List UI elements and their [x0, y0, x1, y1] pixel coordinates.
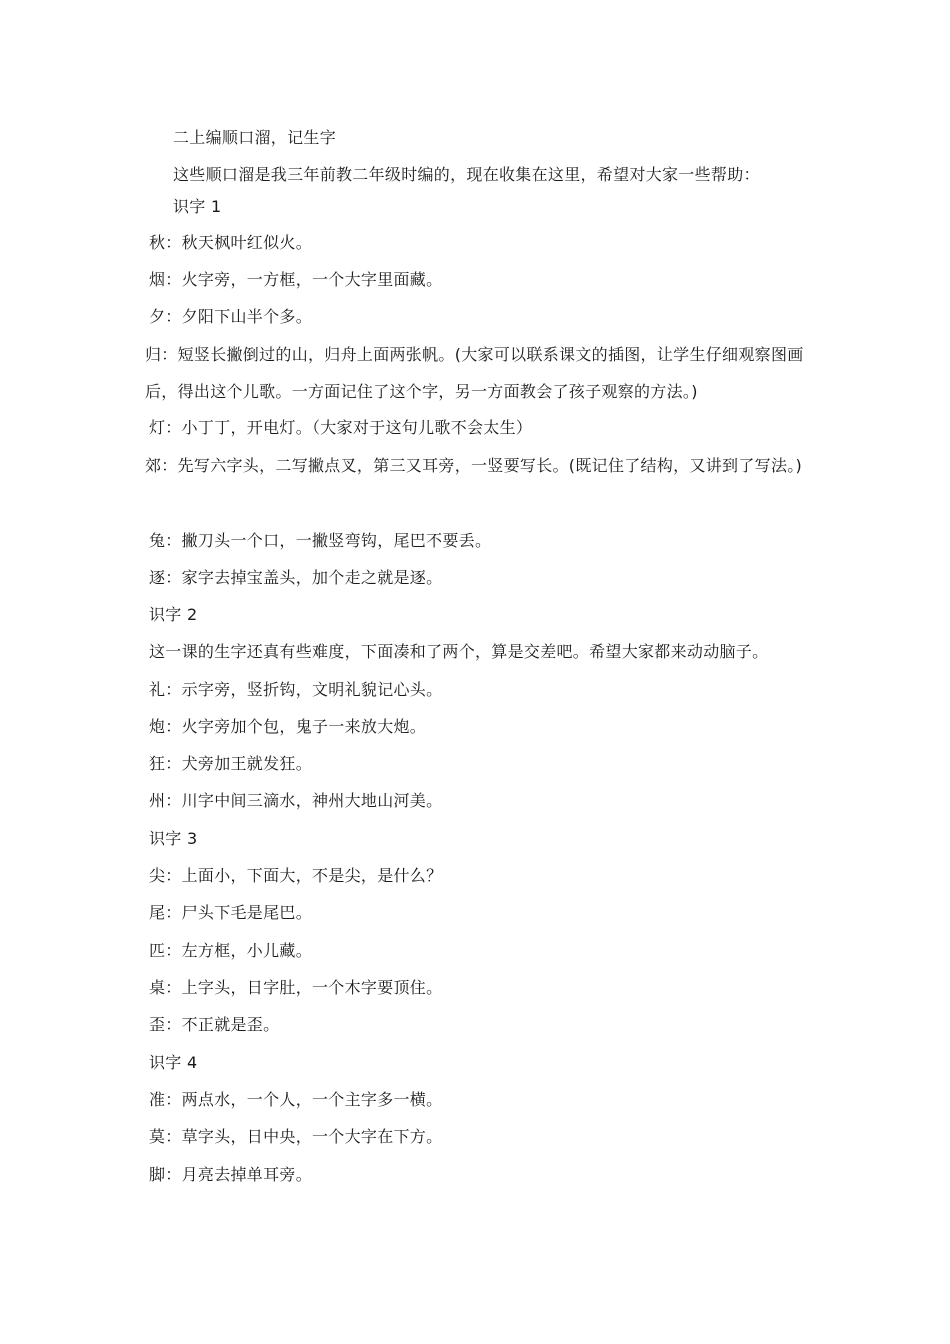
- section-heading-2: 识字 2: [149, 605, 198, 624]
- rhyme-line: 兔：撇刀头一个口，一撇竖弯钩，尾巴不要丢。: [149, 531, 492, 550]
- rhyme-line: 归：短竖长撇倒过的山，归舟上面两张帆。(大家可以联系课文的插图，让学生仔细观察图画后，得出这个儿歌。一方面记住了这个字，另一方面教会了孩子观察的方法。): [145, 345, 804, 401]
- section-heading-3: 识字 3: [149, 829, 198, 848]
- rhyme-line: 州：川字中间三滴水，神州大地山河美。: [149, 791, 443, 810]
- rhyme-line: 郊：先写六字头，二写撇点叉，第三又耳旁，一竖要写长。(既记住了结构，又讲到了写法。): [145, 456, 803, 475]
- rhyme-line: 夕：夕阳下山半个多。: [149, 307, 313, 326]
- section-heading-1: 识字 1: [173, 197, 222, 216]
- rhyme-line: 礼：示字旁，竖折钩，文明礼貌记心头。: [149, 680, 443, 699]
- rhyme-line: 脚：月亮去掉单耳旁。: [149, 1165, 313, 1184]
- rhyme-line: 炮：火字旁加个包，鬼子一来放大炮。: [149, 717, 427, 736]
- doc-title: 二上编顺口溜，记生字: [173, 128, 337, 147]
- rhyme-line: 匹：左方框，小儿藏。: [149, 941, 313, 960]
- rhyme-line: 尖：上面小，下面大，不是尖，是什么？: [149, 866, 443, 885]
- rhyme-line: 逐：家字去掉宝盖头，加个走之就是逐。: [149, 568, 443, 587]
- section-heading-4: 识字 4: [149, 1053, 198, 1072]
- intro-paragraph: 这些顺口溜是我三年前教二年级时编的，现在收集在这里，希望对大家一些帮助：: [173, 165, 760, 184]
- rhyme-line: 准：两点水，一个人，一个主字多一横。: [149, 1090, 443, 1109]
- rhyme-line: 烟：火字旁，一方框，一个大字里面藏。: [149, 270, 443, 289]
- rhyme-line: 秋：秋天枫叶红似火。: [149, 233, 313, 252]
- rhyme-line: 莫：草字头，日中央，一个大字在下方。: [149, 1127, 443, 1146]
- rhyme-line: 桌：上字头，日字肚，一个木字要顶住。: [149, 978, 443, 997]
- rhyme-line: 歪：不正就是歪。: [149, 1015, 280, 1034]
- rhyme-line: 尾：尸头下毛是尾巴。: [149, 903, 313, 922]
- rhyme-line: 灯：小丁丁，开电灯。（大家对于这句儿歌不会太生）: [149, 418, 533, 437]
- rhyme-line: 这一课的生字还真有些难度，下面凑和了两个，算是交差吧。希望大家都来动动脑子。: [149, 642, 769, 661]
- rhyme-line: 狂：犬旁加王就发狂。: [149, 754, 313, 773]
